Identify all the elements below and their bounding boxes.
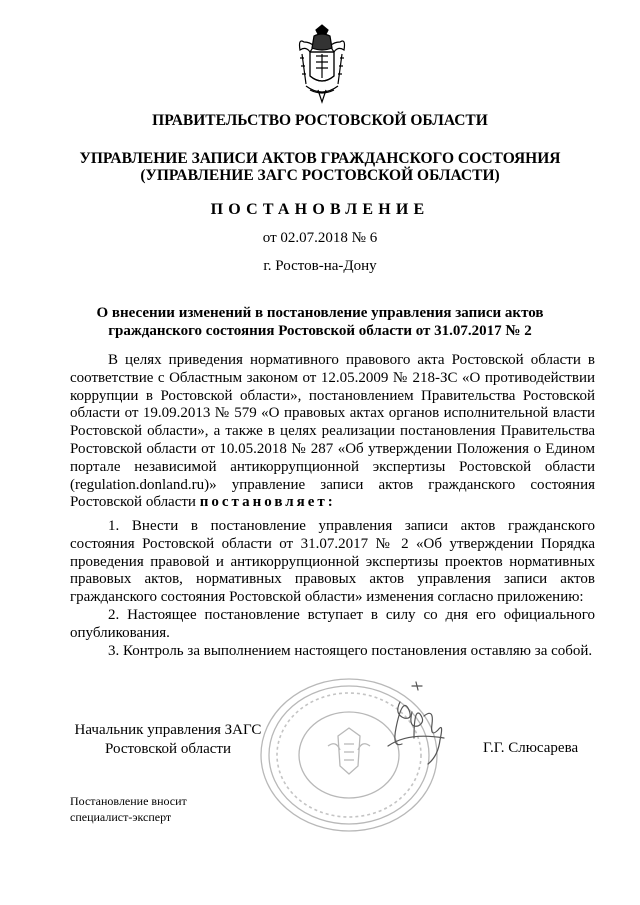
department-title-line2: (УПРАВЛЕНИЕ ЗАГС РОСТОВСКОЙ ОБЛАСТИ) bbox=[140, 167, 500, 184]
signatory-name: Г.Г. Слюсарева bbox=[483, 740, 579, 756]
signatory-position bbox=[70, 721, 266, 759]
document-type: ПОСТАНОВЛЕНИЕ bbox=[210, 201, 430, 218]
signatory-position-line2: Ростовской области bbox=[105, 741, 231, 757]
point-item: 3. Контроль за выполнением настоящего постановления оставляю за собой. bbox=[108, 642, 593, 659]
coat-of-arms-icon bbox=[296, 24, 348, 104]
preamble-text: В целях приведения нормативного правового акта Ростовской области в соответствие с Областным законом от 12.05.2009 № 218-ЗС «О противодействии коррупции в Ростовской области», постановлением Правительства Ростовской области от 19.09.2013 № 579 «О правовых актах органов исполнительной власти Ростовской области», а также в целях реализации постановления Правительства Ростовской области от 10.05.2018 № 287 «Об утверждении Положения о Едином портале независимой антикоррупционной экспертизы Ростовской области (regulation.donland.ru)» управление записи актов гражданского состояния Ростовской области bbox=[70, 352, 595, 511]
resolves-word: постановляет: bbox=[199, 494, 336, 511]
department-title-line1: УПРАВЛЕНИЕ ЗАПИСИ АКТОВ ГРАЖДАНСКОГО СОСТОЯНИЯ bbox=[79, 150, 561, 167]
handwritten-signature-icon bbox=[378, 668, 458, 778]
point-item: 1. Внести в постановление управления записи актов гражданского состояния Ростовской области от 31.07.2017 № 2 «Об утверждении Порядка проведения правовой и антикоррупционной экспертизы проектов нормативных правовых актов, нормативных правовых актов управления записи актов гражданского состояния Ростовской области» изменения согласно приложению: bbox=[70, 518, 595, 606]
author-note-line1: Постановление вносит bbox=[70, 794, 187, 808]
author-note-line2: специалист-эксперт bbox=[70, 809, 172, 824]
signatory-position-line1: Начальник управления ЗАГС bbox=[74, 722, 262, 738]
point-item: 2. Настоящее постановление вступает в силу со дня его официального опубликования. bbox=[70, 606, 595, 641]
document-city: г. Ростов-на-Дону bbox=[263, 258, 377, 274]
subject-line1: О внесении изменений в постановление управления записи актов bbox=[96, 305, 544, 321]
government-title: ПРАВИТЕЛЬСТВО РОСТОВСКОЙ ОБЛАСТИ bbox=[152, 112, 488, 129]
subject-line2: гражданского состояния Ростовской области от 31.07.2017 № 2 bbox=[108, 323, 532, 339]
preamble bbox=[70, 352, 595, 512]
author-note bbox=[70, 794, 187, 825]
points-list bbox=[70, 518, 595, 660]
document-date-number: от 02.07.2018 № 6 bbox=[262, 230, 378, 246]
